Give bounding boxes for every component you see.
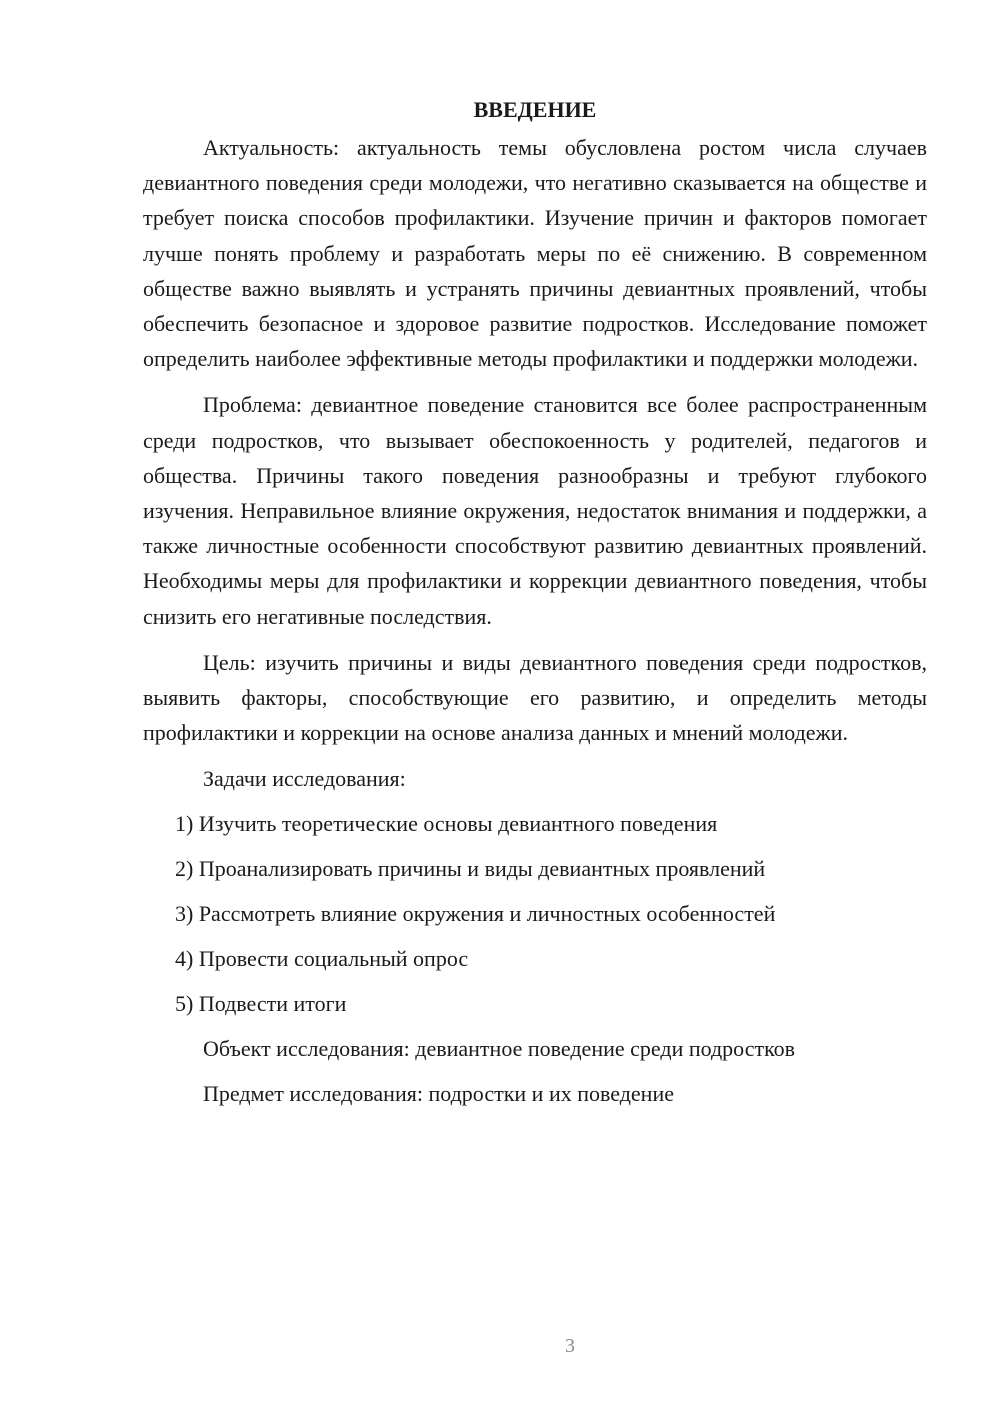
page-number: 3 <box>565 1335 575 1357</box>
task-item-2: 2) Проанализировать причины и виды девиантных проявлений <box>175 856 766 882</box>
task-item-5: 5) Подвести итоги <box>175 991 347 1017</box>
paragraph-relevance: Актуальность: актуальность темы обусловлена ростом числа случаев девиантного поведения среди молодежи, что негативно сказывается на обществе и требует поиска способов профилактики. Изучение причин и факторов помогает лучше понять проблему и разработать меры по её снижению. В современном обществе важно выявлять и устранять причины девиантных проявлений, чтобы обеспечить безопасное и здоровое развитие подростков. Исследование поможет определить наиболее эффективные методы профилактики и поддержки молодежи. <box>143 135 927 372</box>
task-item-3: 3) Рассмотреть влияние окружения и личностных особенностей <box>175 901 776 927</box>
page-title: ВВЕДЕНИЕ <box>473 97 597 122</box>
paragraph-problem: Проблема: девиантное поведение становится все более распространенным среди подростков, что вызывает обеспокоенность у родителей, педагогов и общества. Причины такого поведения разнообразны и требуют глубокого изучения. Неправильное влияние окружения, недостаток внимания и поддержки, а также личностные особенности способствуют развитию девиантных проявлений. Необходимы меры для профилактики и коррекции девиантного поведения, чтобы снизить его негативные последствия. <box>143 392 927 629</box>
paragraph-goal: Цель: изучить причины и виды девиантного поведения среди подростков, выявить факторы, способствующие его развитию, и определить методы профилактики и коррекции на основе анализа данных и мнений молодежи. <box>143 649 927 746</box>
tasks-heading: Задачи исследования: <box>203 766 406 792</box>
task-list <box>143 806 927 1021</box>
research-subject: Предмет исследования: подростки и их поведение <box>203 1081 674 1107</box>
task-item-1: 1) Изучить теоретические основы девиантного поведения <box>175 811 718 837</box>
task-item-4: 4) Провести социальный опрос <box>175 946 469 972</box>
document-page <box>143 92 927 1121</box>
research-object: Объект исследования: девиантное поведение среди подростков <box>203 1036 796 1062</box>
